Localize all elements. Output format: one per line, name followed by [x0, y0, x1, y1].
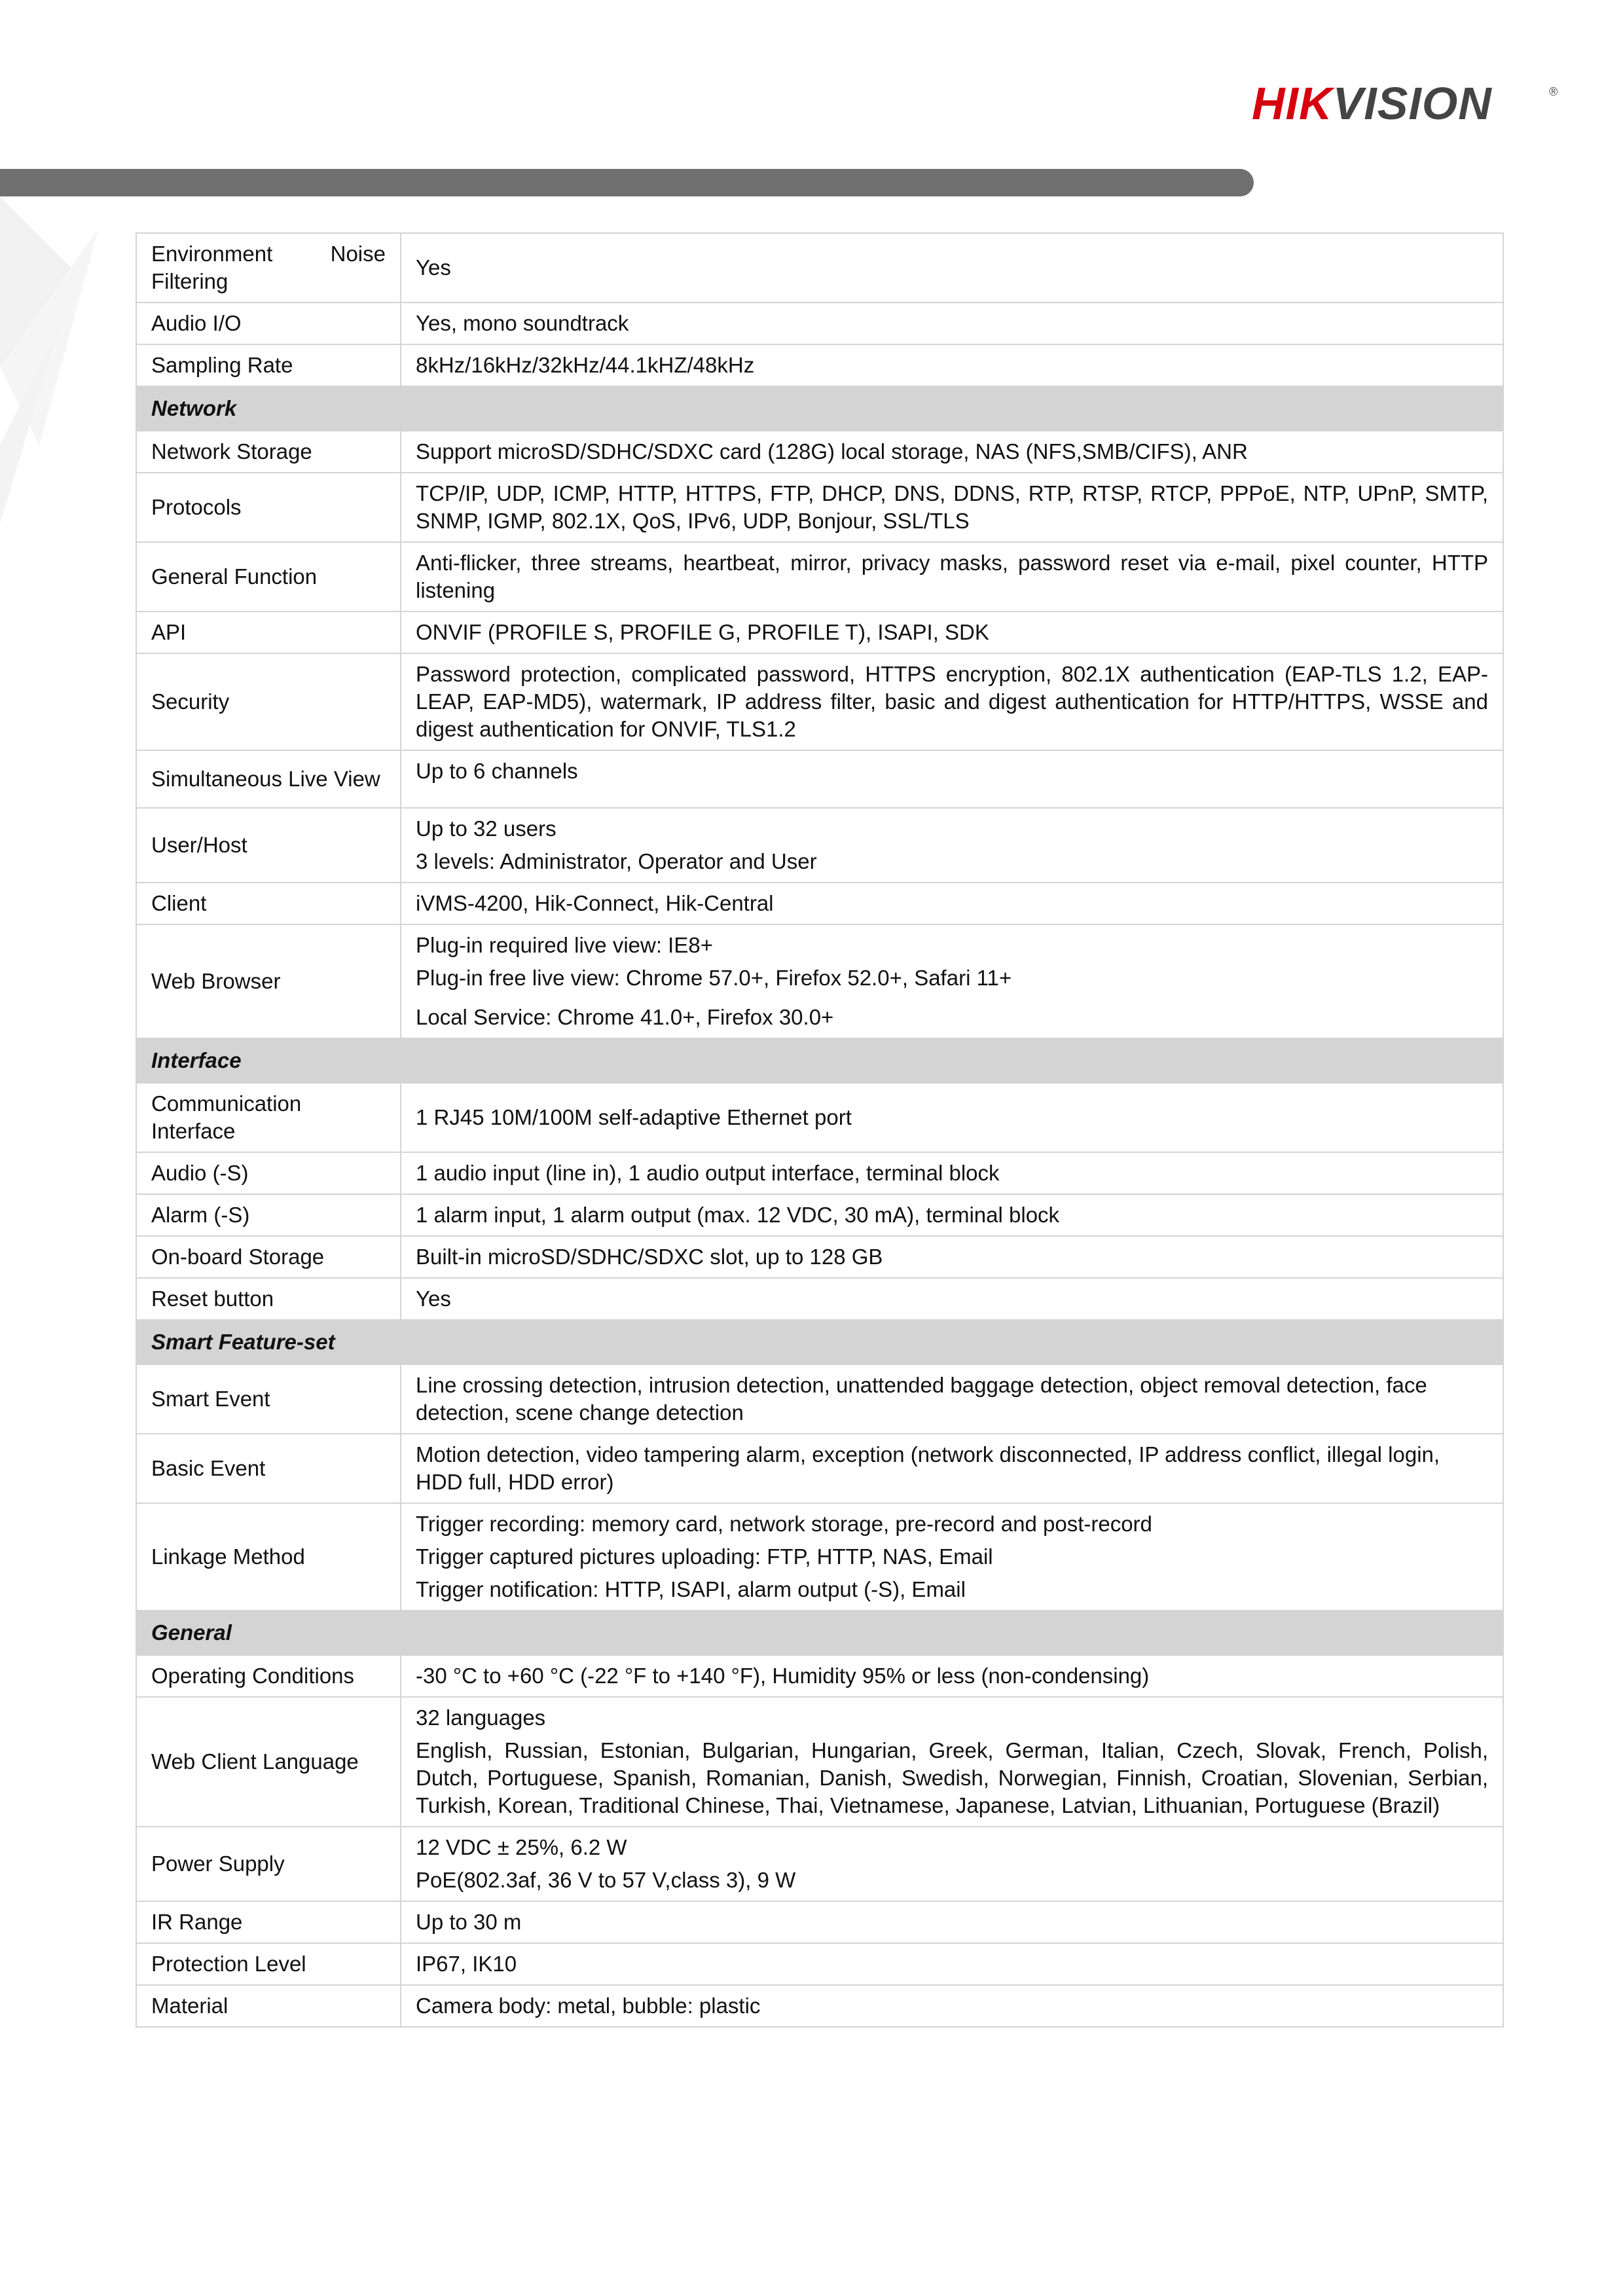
spec-value-line: Camera body: metal, bubble: plastic — [416, 1994, 761, 2018]
table-row — [136, 1503, 1503, 1611]
spec-value-line: Motion detection, video tampering alarm, exception (network disconnected, IP address conflict, illegal login, HDD full, HDD error) — [416, 1442, 1440, 1494]
spec-value — [401, 1152, 1503, 1194]
spec-label: Simultaneous Live View — [136, 750, 401, 808]
spec-value — [401, 431, 1503, 473]
spec-label: Protocols — [136, 473, 401, 542]
spec-value-line: Support microSD/SDHC/SDXC card (128G) local storage, NAS (NFS,SMB/CIFS), ANR — [416, 439, 1248, 464]
spec-value-line: Up to 6 channels — [416, 759, 578, 783]
spec-label: General Function — [136, 542, 401, 611]
spec-value-line: Plug-in required live view: IE8+ — [416, 933, 713, 957]
spec-value — [401, 542, 1503, 611]
spec-value — [401, 883, 1503, 924]
spec-label: Alarm (-S) — [136, 1194, 401, 1236]
table-row — [136, 1985, 1503, 2027]
table-row — [136, 542, 1503, 611]
spec-table-body — [136, 233, 1503, 2027]
spec-value — [401, 1364, 1503, 1434]
spec-value-line: Yes — [416, 1286, 451, 1311]
spec-value-line: 1 audio input (line in), 1 audio output interface, terminal block — [416, 1161, 1000, 1185]
spec-label: IR Range — [136, 1901, 401, 1943]
spec-value — [401, 750, 1503, 808]
table-row — [136, 1364, 1503, 1434]
spec-value-line: iVMS-4200, Hik-Connect, Hik-Central — [416, 891, 774, 915]
spec-label: On-board Storage — [136, 1236, 401, 1278]
spec-value-line: 8kHz/16kHz/32kHz/44.1kHZ/48kHz — [416, 353, 755, 377]
spec-value — [401, 302, 1503, 344]
spec-value-line: TCP/IP, UDP, ICMP, HTTP, HTTPS, FTP, DHCP, DNS, DDNS, RTP, RTSP, RTCP, PPPoE, NTP, UPnP, SMTP, SNMP, IGMP, 802.1X, QoS, IPv6, UDP, Bonjour, SSL/TLS — [416, 481, 1488, 533]
spec-label: Material — [136, 1985, 401, 2027]
spec-label: Environment Noise Filtering — [136, 233, 401, 302]
spec-value-line: Trigger captured pictures uploading: FTP, HTTP, NAS, Email — [416, 1544, 993, 1569]
table-row — [136, 344, 1503, 386]
spec-value — [401, 1901, 1503, 1943]
svg-text:®: ® — [1549, 85, 1558, 98]
table-row — [136, 883, 1503, 924]
spec-table — [136, 232, 1504, 2028]
spec-value-line: 1 alarm input, 1 alarm output (max. 12 VDC, 30 mA), terminal block — [416, 1203, 1060, 1227]
spec-value-line: Up to 32 users — [416, 816, 556, 841]
spec-label: Audio I/O — [136, 302, 401, 344]
section-header-interface — [136, 1038, 1503, 1083]
table-row — [136, 473, 1503, 542]
spec-value-line: ONVIF (PROFILE S, PROFILE G, PROFILE T), ISAPI, SDK — [416, 620, 989, 644]
header-bar — [0, 169, 1254, 196]
spec-value — [401, 653, 1503, 750]
spec-value — [401, 1083, 1503, 1152]
spec-value — [401, 1434, 1503, 1503]
spec-value-line: 32 languages — [416, 1705, 546, 1730]
table-row — [136, 924, 1503, 1038]
spec-value — [401, 1827, 1503, 1901]
spec-label: Operating Conditions — [136, 1655, 401, 1697]
table-row — [136, 1236, 1503, 1278]
table-row — [136, 233, 1503, 302]
spec-value — [401, 611, 1503, 653]
spec-label: Power Supply — [136, 1827, 401, 1901]
spec-label: Sampling Rate — [136, 344, 401, 386]
spec-value-line: Plug-in free live view: Chrome 57.0+, Firefox 52.0+, Safari 11+ — [416, 966, 1012, 990]
spec-value-line: 1 RJ45 10M/100M self-adaptive Ethernet port — [416, 1105, 852, 1129]
spec-value-line: Yes, mono soundtrack — [416, 311, 629, 335]
section-title: Interface — [136, 1038, 1503, 1083]
spec-label: API — [136, 611, 401, 653]
spec-label: Security — [136, 653, 401, 750]
spec-value-line: English, Russian, Estonian, Bulgarian, Hungarian, Greek, German, Italian, Czech, Slovak, French, Polish, Dutch, Portuguese, Spanish, Romanian, Danish, Swedish, Norwegian, Finnish, Croatian, Slovenian, Serbian, Turkish, Korean, Traditional Chinese, Thai, Vietnamese, Japanese, Latvian, Lithuanian, Portuguese (Brazil) — [416, 1738, 1488, 1817]
spec-value-line: Trigger notification: HTTP, ISAPI, alarm output (-S), Email — [416, 1577, 966, 1601]
spec-label: Reset button — [136, 1278, 401, 1320]
table-row — [136, 808, 1503, 883]
spec-label: Client — [136, 883, 401, 924]
spec-value-line: Built-in microSD/SDHC/SDXC slot, up to 128 GB — [416, 1245, 883, 1269]
spec-label: Audio (-S) — [136, 1152, 401, 1194]
section-title: Smart Feature-set — [136, 1320, 1503, 1364]
table-row — [136, 750, 1503, 808]
spec-value-line: Anti-flicker, three streams, heartbeat, mirror, privacy masks, password reset via e-mail, pixel counter, HTTP listening — [416, 551, 1488, 602]
section-header-network — [136, 386, 1503, 431]
table-row — [136, 1697, 1503, 1827]
section-header-general — [136, 1611, 1503, 1655]
spec-value — [401, 1943, 1503, 1985]
section-title: General — [136, 1611, 1503, 1655]
table-row — [136, 431, 1503, 473]
spec-value — [401, 1278, 1503, 1320]
spec-value — [401, 924, 1503, 1038]
spec-label: Web Client Language — [136, 1697, 401, 1827]
table-row — [136, 1434, 1503, 1503]
spec-value — [401, 1655, 1503, 1697]
spec-value-line: Password protection, complicated password, HTTPS encryption, 802.1X authentication (EAP-TLS 1.2, EAP-LEAP, EAP-MD5), watermark, IP address filter, basic and digest authentication for HTTP/HTTPS, WSSE and digest authentication for ONVIF, TLS1.2 — [416, 662, 1488, 741]
spec-value-line: PoE(802.3af, 36 V to 57 V,class 3), 9 W — [416, 1868, 796, 1892]
spec-value — [401, 344, 1503, 386]
spec-value — [401, 1985, 1503, 2027]
table-row — [136, 1194, 1503, 1236]
spec-value-line: 3 levels: Administrator, Operator and User — [416, 849, 817, 873]
table-row — [136, 1278, 1503, 1320]
spec-value — [401, 808, 1503, 883]
spec-value — [401, 1194, 1503, 1236]
table-row — [136, 1083, 1503, 1152]
spec-label: Linkage Method — [136, 1503, 401, 1611]
section-header-smart-feature-set — [136, 1320, 1503, 1364]
spec-value-line: Up to 30 m — [416, 1910, 522, 1934]
spec-value — [401, 1697, 1503, 1827]
spec-value-line: IP67, IK10 — [416, 1952, 517, 1976]
spec-value — [401, 1236, 1503, 1278]
spec-label: Smart Event — [136, 1364, 401, 1434]
spec-value-line: Yes — [416, 255, 451, 280]
table-row — [136, 1943, 1503, 1985]
spec-value-line: Local Service: Chrome 41.0+, Firefox 30.0+ — [416, 1005, 834, 1029]
spec-label: Communication Interface — [136, 1083, 401, 1152]
table-row — [136, 1655, 1503, 1697]
table-row — [136, 653, 1503, 750]
watermark-graphic — [0, 196, 118, 524]
spec-value — [401, 233, 1503, 302]
spec-label: Protection Level — [136, 1943, 401, 1985]
spec-value-line: Trigger recording: memory card, network storage, pre-record and post-record — [416, 1512, 1152, 1536]
table-row — [136, 611, 1503, 653]
table-row — [136, 302, 1503, 344]
table-row — [136, 1827, 1503, 1901]
spec-value — [401, 473, 1503, 542]
table-row — [136, 1901, 1503, 1943]
spec-value-line: Line crossing detection, intrusion detection, unattended baggage detection, object removal detection, face detection, scene change detection — [416, 1373, 1427, 1425]
table-row — [136, 1152, 1503, 1194]
spec-value — [401, 1503, 1503, 1611]
spec-value-line: -30 °C to +60 °C (-22 °F to +140 °F), Humidity 95% or less (non-condensing) — [416, 1664, 1150, 1688]
spec-label: Basic Event — [136, 1434, 401, 1503]
spec-label: Web Browser — [136, 924, 401, 1038]
spec-value-line: 12 VDC ± 25%, 6.2 W — [416, 1835, 627, 1859]
hikvision-logo — [1250, 77, 1565, 130]
spec-label: Network Storage — [136, 431, 401, 473]
svg-text:HIKVISION: HIKVISION — [1252, 78, 1492, 129]
spec-label: User/Host — [136, 808, 401, 883]
section-title: Network — [136, 386, 1503, 431]
